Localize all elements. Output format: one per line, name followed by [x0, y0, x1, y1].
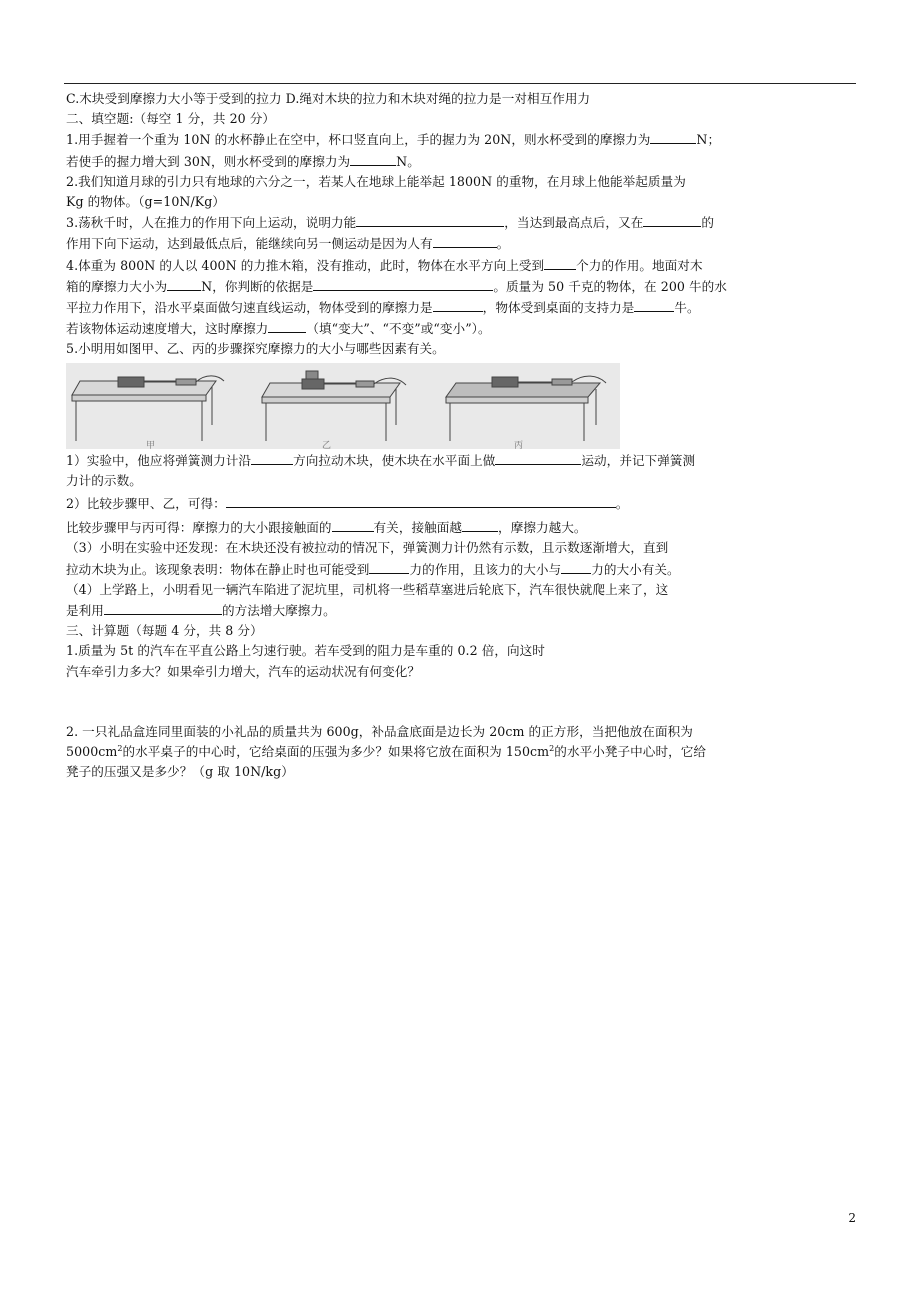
calc-question-2-cont: 凳子的压强又是多少？（g 取 10N/kg）	[66, 764, 294, 780]
part-1: 1）实验中，他应将弹簧测力计沿 方向拉动木块，使木块在水平面上做 运动，并记下弹簧测	[66, 450, 858, 471]
answer-blank[interactable]	[433, 297, 483, 312]
calc-question-1-cont: 汽车牵引力多大？如果牵引力增大，汽车的运动状况有何变化？	[66, 663, 421, 679]
question-4-cont: 箱的摩擦力大小为 N，你判断的依据是 。质量为 50 千克的物体，在 200 牛的水	[66, 276, 858, 297]
question-1: 1.用手握着一个重为 10N 的水杯静止在空中，杯口竖直向上，手的握力为 20N，则水杯受到的摩擦力为 N；	[66, 129, 858, 150]
part-3-cont: 拉动木块为止。该现象表明：物体在静止时也可能受到 力的作用，且该力的大小与 力的大小有关。	[66, 559, 858, 580]
answer-blank[interactable]	[643, 212, 701, 227]
spacer	[66, 682, 858, 722]
question-3: 3.荡秋千时，人在推力的作用下向上运动，说明力能 ，当达到最高点后，又在 的	[66, 212, 858, 233]
question-1-cont: 若使手的握力增大到 30N，则水杯受到的摩擦力为 N。	[66, 151, 858, 172]
answer-blank[interactable]	[544, 255, 576, 270]
answer-blank[interactable]	[226, 493, 616, 508]
question-4-cont: 若该物体运动速度增大，这时摩擦力 （填“变大”、“不变”或“变小”）。	[66, 318, 858, 339]
answer-blank[interactable]	[561, 559, 591, 574]
answer-blank[interactable]	[495, 450, 581, 465]
answer-blank[interactable]	[356, 212, 504, 227]
answer-blank[interactable]	[369, 559, 409, 574]
answer-blank[interactable]	[251, 450, 293, 465]
part-3: （3）小明在实验中还发现：在木块还没有被拉动的情况下，弹簧测力计仍然有示数，且示数逐渐增大，直到	[66, 540, 669, 556]
part-2: 2）比较步骤甲、乙，可得： 。	[66, 493, 858, 514]
answer-blank[interactable]	[167, 276, 201, 291]
answer-blank[interactable]	[332, 517, 374, 532]
answer-blank[interactable]	[104, 600, 222, 615]
answer-blank[interactable]	[650, 129, 696, 144]
answer-blank[interactable]	[313, 276, 493, 291]
header-rule	[64, 83, 856, 84]
table-jia	[72, 376, 224, 441]
table-yi	[262, 371, 406, 441]
answer-blank[interactable]	[433, 233, 497, 248]
answer-blank[interactable]	[634, 297, 674, 312]
answer-blank[interactable]	[350, 151, 396, 166]
table-bing	[446, 376, 606, 441]
figure-label-yi: 乙	[322, 440, 332, 451]
part-1-cont: 力计的示数。	[66, 472, 142, 488]
question-5: 5.小明用如图甲、乙、丙的步骤探究摩擦力的大小与哪些因素有关。	[66, 341, 445, 357]
part-4: （4）上学路上，小明看见一辆汽车陷进了泥坑里，司机将一些稻草塞进后轮底下，汽车很快就爬上来了，这	[66, 581, 669, 597]
figure-label-bing: 丙	[514, 440, 524, 451]
question-4-cont: 平拉力作用下，沿水平桌面做匀速直线运动，物体受到的摩擦力是 ，物体受到桌面的支持力是 牛。	[66, 297, 858, 318]
answer-blank[interactable]	[268, 318, 306, 333]
question-2-cont: Kg 的物体。（g=10N/Kg）	[66, 194, 225, 210]
document-body	[66, 89, 858, 782]
question-2: 2.我们知道月球的引力只有地球的六分之一，若某人在地球上能举起 1800N 的重物，在月球上他能举起质量为	[66, 173, 686, 189]
experiment-figure	[66, 363, 620, 449]
part-2-cont: 比较步骤甲与丙可得：摩擦力的大小跟接触面的 有关，接触面越 ，摩擦力越大。	[66, 517, 858, 538]
question-3-cont: 作用下向下运动，达到最低点后，能继续向另一侧运动是因为人有 。	[66, 233, 858, 254]
page-number: 2	[848, 1211, 856, 1225]
option-line: C.木块受到摩擦力大小等于受到的拉力 D.绳对木块的拉力和木块对绳的拉力是一对相互作用力	[66, 91, 591, 106]
question-4: 4.体重为 800N 的人以 400N 的力推木箱，没有推动，此时，物体在水平方向上受到 个力的作用。地面对木	[66, 255, 858, 276]
calc-question-1: 1.质量为 5t 的汽车在平直公路上匀速行驶。若车受到的阻力是车重的 0.2 倍，向这时	[66, 643, 545, 659]
calc-question-2-cont: $5000cm^2$的水平桌子的中心时，它给桌面的压强为多少？如果将它放在面积为 $150cm^2$的水平小凳子中心时，它给	[66, 743, 707, 760]
section-title: 三、计算题（每题 4 分，共 8 分）	[66, 623, 263, 639]
section-title: 二、填空题:（每空 1 分，共 20 分）	[66, 111, 276, 127]
figure-label-jia: 甲	[146, 440, 156, 451]
part-4-cont: 是利用 的方法增大摩擦力。	[66, 600, 858, 621]
answer-blank[interactable]	[462, 517, 498, 532]
calc-question-2: 2. 一只礼品盒连同里面装的小礼品的质量共为 600g，补品盒底面是边长为 20cm 的正方形，当把他放在面积为	[66, 723, 693, 739]
